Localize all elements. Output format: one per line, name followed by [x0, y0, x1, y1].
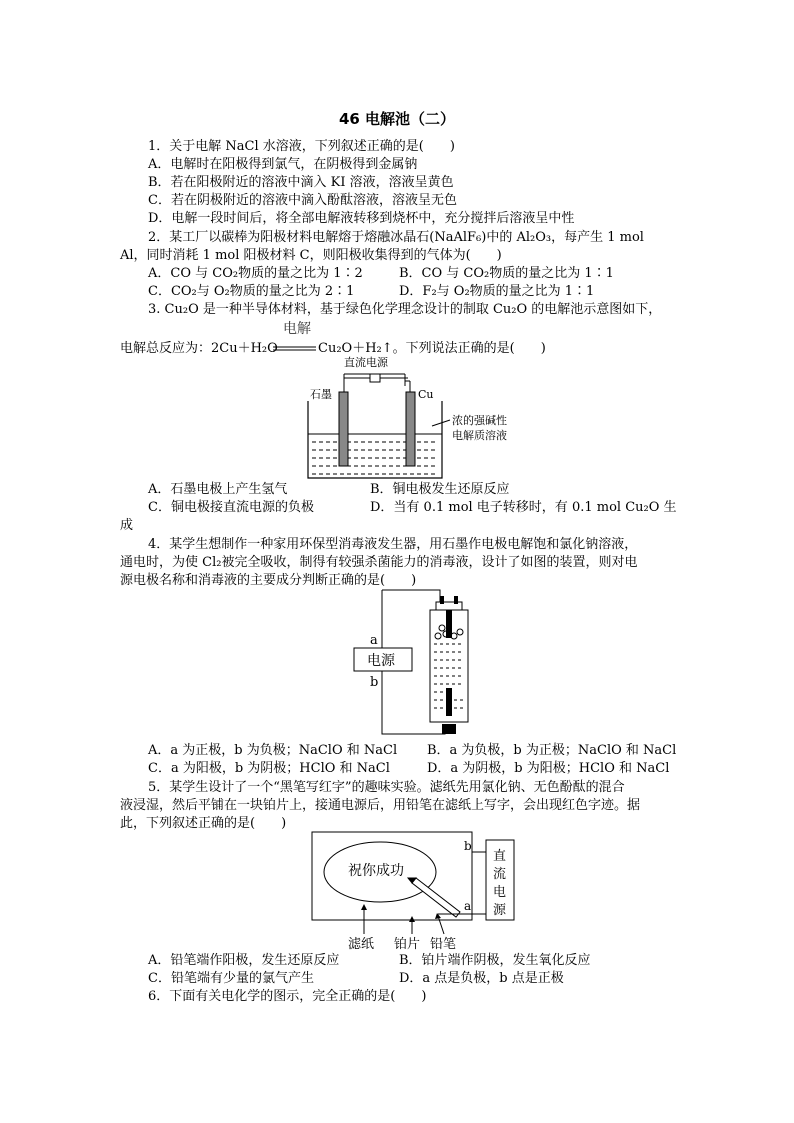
- q4-option-b: B．a 为负极，b 为正极；NaClO 和 NaCl: [427, 743, 677, 758]
- power-text-4: 源: [493, 903, 507, 918]
- solution-label-2: 电解质溶液: [452, 429, 507, 442]
- power-supply-label: 直流电源: [344, 356, 388, 369]
- q3-option-a: A．石墨电极上产生氢气: [148, 482, 288, 497]
- terminal-b-label: b: [464, 839, 472, 853]
- q1-stem: 1．关于电解 NaCl 水溶液，下列叙述正确的是( ): [148, 139, 455, 154]
- red-writing-experiment-figure: [308, 830, 518, 952]
- q5-option-d: D．a 点是负极，b 点是正极: [399, 971, 564, 986]
- q2-option-c: C．CO₂与 O₂物质的量之比为 2∶1: [148, 284, 355, 299]
- power-text-3: 电: [493, 885, 507, 900]
- copper-label: Cu: [418, 388, 434, 401]
- q5-stem-line3: 此，下列叙述正确的是( ): [120, 816, 287, 831]
- q1-option-d: D．电解一段时间后，将全部电解液转移到烧杯中，充分搅拌后溶液呈中性: [148, 211, 575, 226]
- copper-electrode: [406, 392, 415, 466]
- q5-stem-line2: 液浸湿，然后平铺在一块铂片上，接通电源后，用铅笔在滤纸上写字，会出现红色字迹。据: [120, 798, 641, 813]
- platinum-plate-label: 铂片: [394, 937, 421, 952]
- q3-equation-right: Cu₂O＋H₂↑。下列说法正确的是( ): [318, 341, 546, 356]
- q3-option-d: D．当有 0.1 mol 电子转移时，有 0.1 mol Cu₂O 生: [370, 500, 677, 515]
- q4-option-a: A．a 为正极，b 为负极；NaClO 和 NaCl: [148, 743, 398, 758]
- power-supply-wire: [340, 368, 420, 384]
- written-words: 祝你成功: [348, 863, 404, 879]
- q4-option-d: D．a 为阴极，b 为阳极；HClO 和 NaCl: [427, 761, 670, 776]
- solution-label-1: 浓的强碱性: [452, 414, 507, 427]
- q1-option-a: A．电解时在阳极得到氯气，在阴极得到金属钠: [148, 157, 418, 172]
- q5-option-b: B．铂片端作阴极，发生氧化反应: [399, 953, 591, 968]
- q5-stem-line1: 5．某学生设计了一个“黑笔写红字”的趣味实验。滤纸先用氯化钠、无色酚酞的混合: [148, 780, 625, 795]
- q4-stem-line1: 4．某学生想制作一种家用环保型消毒液发生器，用石墨作电极电解饱和氯化钠溶液，: [148, 537, 638, 552]
- graphite-electrode: [339, 392, 348, 466]
- q3-condition: 电解: [283, 321, 311, 337]
- power-text-2: 流: [493, 867, 507, 882]
- filter-paper-label: 滤纸: [348, 937, 375, 952]
- q1-option-c: C．若在阴极附近的溶液中滴入酚酞溶液，溶液呈无色: [148, 193, 457, 208]
- power-text-1: 直: [493, 849, 507, 864]
- graphite-label: 石墨: [310, 388, 332, 401]
- q2-option-b: B．CO 与 CO₂物质的量之比为 1∶1: [399, 266, 614, 281]
- terminal-a-label: a: [370, 633, 378, 648]
- q3-option-c: C．铜电极接直流电源的负极: [148, 500, 314, 515]
- q3-option-d-cont: 成: [120, 518, 134, 533]
- terminal-b-label: b: [370, 675, 379, 690]
- q4-stem-line2: 通电时，为使 Cl₂被完全吸收，制得有较强杀菌能力的消毒液，设计了如图的装置，则对电: [120, 555, 638, 570]
- power-supply-text: 电源: [367, 653, 395, 669]
- q2-stem-line2: Al，同时消耗 1 mol 阳极材料 C，则阳极收集得到的气体为( ): [120, 248, 502, 263]
- q2-option-a: A．CO 与 CO₂物质的量之比为 1∶2: [148, 266, 363, 281]
- q3-option-b: B．铜电极发生还原反应: [370, 482, 510, 497]
- disinfectant-generator-figure: [350, 588, 490, 740]
- q2-option-d: D．F₂与 O₂物质的量之比为 1∶1: [399, 284, 595, 299]
- q5-option-c: C．铅笔端有少量的氯气产生: [148, 971, 314, 986]
- q1-option-b: B．若在阳极附近的溶液中滴入 KI 溶液，溶液呈黄色: [148, 175, 454, 190]
- terminal-a-label: a: [464, 899, 472, 913]
- pencil-label: 铅笔: [430, 937, 457, 952]
- page-title: 46 电解池（二）: [338, 110, 456, 128]
- q6-stem: 6．下面有关电化学的图示，完全正确的是( ): [148, 989, 427, 1004]
- q4-option-c: C．a 为阳极，b 为阴极；HClO 和 NaCl: [148, 761, 390, 776]
- q5-option-a: A．铅笔端作阳极，发生还原反应: [148, 953, 340, 968]
- q3-stem-line1: 3. Cu₂O 是一种半导体材料，基于绿色化学理念设计的制取 Cu₂O 的电解池示意图如下，: [148, 302, 662, 317]
- q2-stem-line1: 2．某工厂以碳棒为阳极材料电解熔于熔融冰晶石(NaAlF₆)中的 Al₂O₃，每产生 1 mol: [148, 230, 644, 245]
- q3-equation-left: 电解总反应为：2Cu＋H₂O: [120, 341, 278, 356]
- q4-stem-line3: 源电极名称和消毒液的主要成分判断正确的是( ): [120, 573, 417, 588]
